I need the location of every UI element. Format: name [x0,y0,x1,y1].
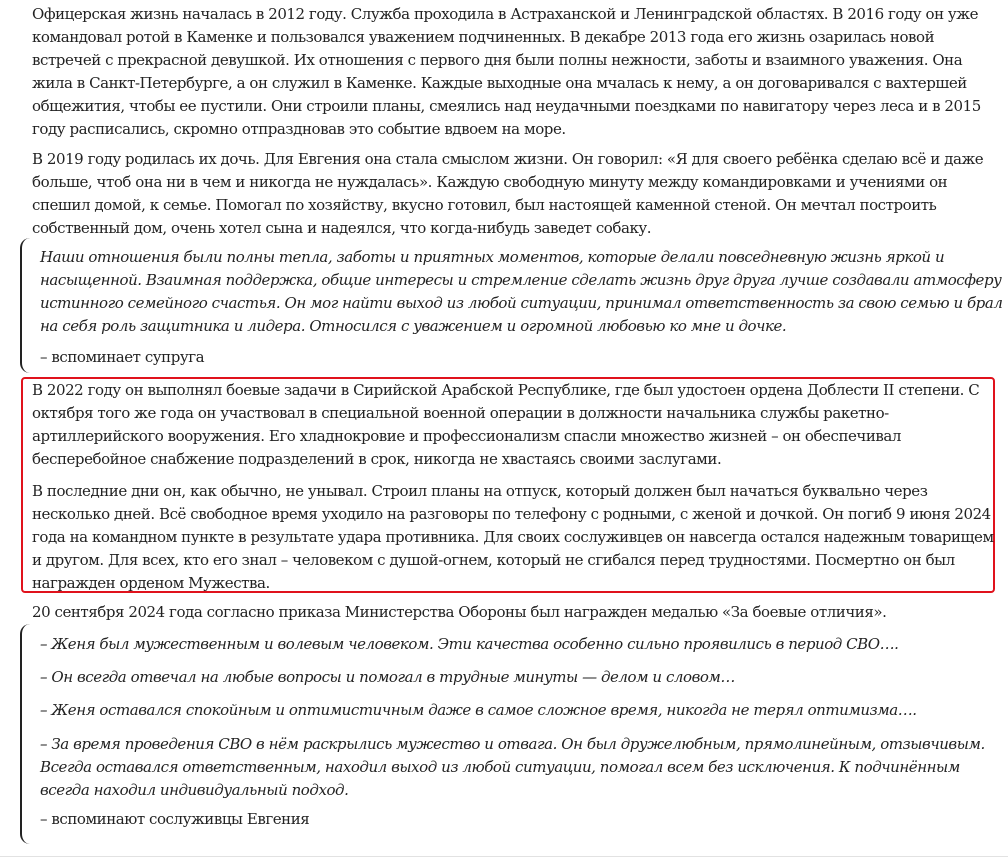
colleagues-quote-block [20,624,1007,844]
colleague-quote-1: – Женя был мужественным и волевым человеком. Эти качества особенно сильно проявились в период СВО…. [40,635,899,653]
divider [0,856,1008,857]
spouse-quote-text: Наши отношения были полны тепла, заботы и приятных моментов, которые делали повседневную жизнь яркой и насыщенной. Взаимная поддержка, общие интересы и стремление сделать жизнь друг друга лучше создавали атмосферу истинного семейного счастья. Он мог найти выход из любой ситуации, принимал ответственность за свою семью и брал на себя роль защитника и лидера. Относился с уважением и огромной любовью ко мне и дочке. [40,248,1003,335]
paragraph-syria-service: В 2022 году он выполнял боевые задачи в Сирийской Арабской Республике, где был удостоен ордена Доблести II степени. С октября того же года он участвовал в специальной военной операции в должности начальника службы ракетно-артиллерийского вооружения. Его хладнокровие и профессионализм спасли множество жизней – он обеспечивал бесперебойное снабжение подразделений в срок, никогда не хвастаясь своими заслугами. [32,381,980,468]
paragraph-daughter: В 2019 году родилась их дочь. Для Евгения она стала смыслом жизни. Он говорил: «Я для своего ребёнка сделаю всё и даже больше, чтоб она ни в чем и никогда не нуждалась». Каждую свободную минуту между командировками и учениями он спешил домой, к семье. Помогал по хозяйству, вкусно готовил, был настоящей каменной стеной. Он мечтал построить собственный дом, очень хотел сына и надеялся, что когда-нибудь заведет собаку. [32,150,984,237]
colleague-quote-4: – За время проведения СВО в нём раскрылись мужество и отвага. Он был дружелюбным, прямолинейным, отзывчивым. Всегда оставался ответственным, находил выход из любой ситуации, помогал всем без исключения. К подчинённым всегда находил индивидуальный подход. [40,735,985,799]
paragraph-officer-life: Офицерская жизнь началась в 2012 году. Служба проходила в Астраханской и Ленинградской областях. В 2016 году он уже командовал ротой в Каменке и пользовался уважением подчиненных. В декабре 2013 года его жизнь озарилась новой встречей с прекрасной девушкой. Их отношения с первого дня были полны нежности, заботы и взаимного уважения. Она жила в Санкт-Петербурге, а он служил в Каменке. Каждые выходные она мчалась к нему, а он договаривался с вахтершей общежития, чтобы ее пустили. Они строили планы, смеялись над неудачными поездками по навигатору через леса и в 2015 году расписались, скромно отпраздновав это событие вдвоем на море. [32,5,981,138]
paragraph-last-days: В последние дни он, как обычно, не унывал. Строил планы на отпуск, который должен был начаться буквально через несколько дней. Всё свободное время уходило на разговоры по телефону с родными, с женой и дочкой. Он погиб 9 июня 2024 года на командном пункте в результате удара противника. Для своих сослуживцев он навсегда остался надежным товарищем и другом. Для всех, кто его знал – человеком с душой-огнем, который не сгибался перед трудностями. Посмертно он был награжден орденом Мужества. [32,482,994,592]
colleagues-quote-attribution: – вспоминают сослуживцы Евгения [40,810,310,828]
spouse-quote-block [20,238,1007,373]
paragraph-medal: 20 сентября 2024 года согласно приказа Министерства Обороны был награжден медалью «За боевые отличия». [32,603,887,621]
colleague-quote-3: – Женя оставался спокойным и оптимистичным даже в самое сложное время, никогда не терял оптимизма…. [40,701,917,719]
spouse-quote-attribution: – вспоминает супруга [40,348,205,366]
colleague-quote-2: – Он всегда отвечал на любые вопросы и помогал в трудные минуты — делом и словом… [40,668,735,686]
